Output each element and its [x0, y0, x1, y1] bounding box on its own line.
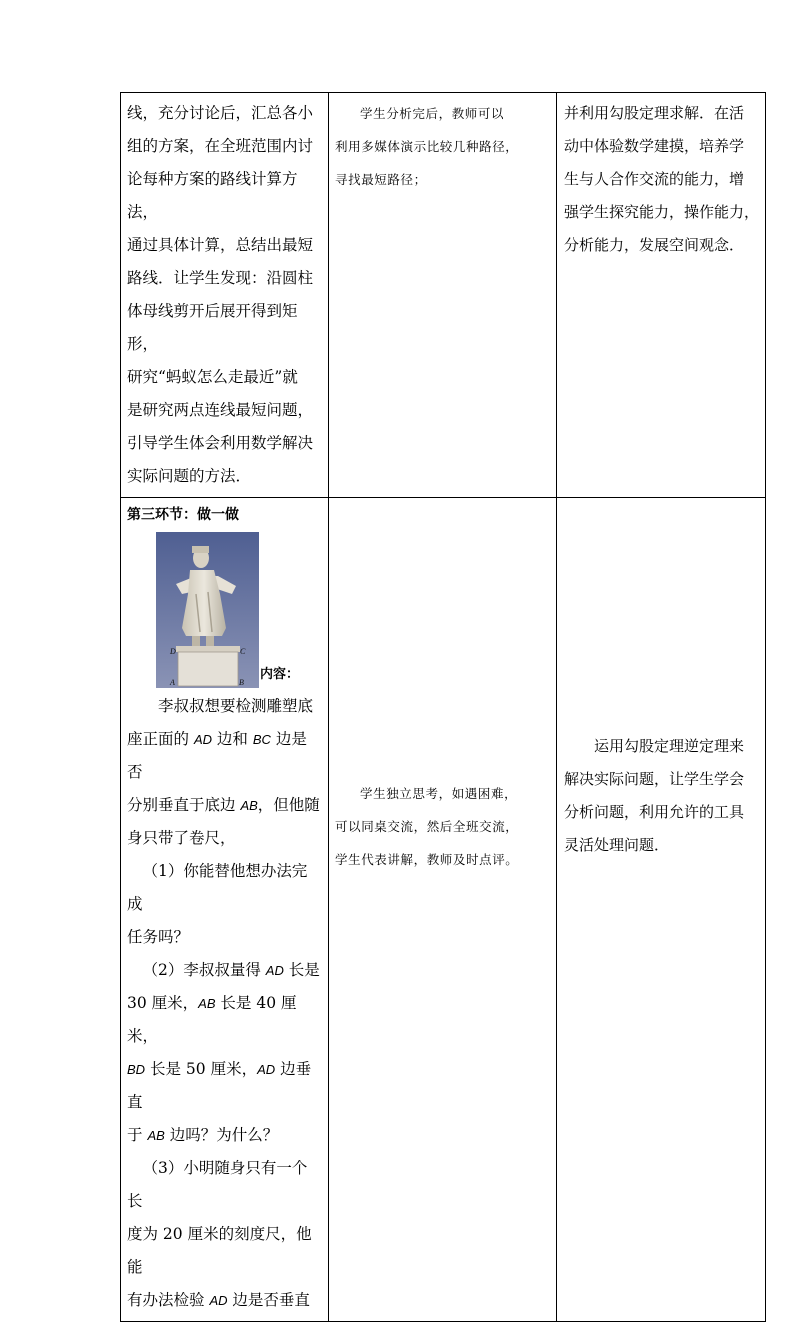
label-a: A: [170, 678, 175, 687]
purpose-cell: [557, 93, 766, 498]
text-line: 度为 20 厘米的刻度尺，他能: [127, 1225, 312, 1276]
activity-cell: [121, 93, 329, 498]
text-line: 解决实际问题，让学生学会: [564, 770, 745, 788]
text-line: [127, 1284, 322, 1317]
label-c: C: [240, 647, 246, 656]
segment-ad: AD: [257, 1062, 276, 1077]
table-row: [121, 498, 766, 1322]
text-line: 任务吗？: [127, 928, 190, 946]
text-line: [127, 987, 322, 1053]
segment-ab: AB: [198, 996, 216, 1011]
text-line: 并利用勾股定理求解．在活: [564, 104, 745, 122]
text-line: 引导学生体会利用数学解决: [127, 434, 314, 452]
text-line: （1）你能替他想办法完成: [127, 862, 308, 913]
activity-cell: [121, 498, 329, 1322]
text-span: 边吗？为什么？: [164, 1126, 279, 1144]
text-line: 分析问题，利用允许的工具: [564, 803, 745, 821]
teacher-student-cell: [329, 93, 557, 498]
content-label: 内容：: [260, 667, 300, 682]
text-span: 边垂直: [127, 1060, 312, 1111]
text-span: 边是否: [127, 730, 307, 781]
text-span: ，但他随: [257, 796, 320, 814]
text-span: 座正面的: [127, 730, 194, 748]
statue-image: [156, 532, 259, 688]
segment-ad: AD: [265, 963, 284, 978]
text-line: 分析能力，发展空间观念．: [564, 236, 745, 254]
table-row: [121, 93, 766, 498]
text-line: 灵活处理问题．: [564, 836, 670, 854]
text-line: 实际问题的方法．: [127, 467, 252, 485]
text-line: [127, 723, 322, 789]
text-line: 可以同桌交流，然后全班交流，: [335, 818, 519, 834]
segment-ab: AB: [240, 798, 258, 813]
purpose-cell: [557, 498, 766, 1322]
text-line: 动中体验数学建摸，培养学: [564, 137, 745, 155]
text-span: 边是否垂直: [227, 1291, 310, 1309]
segment-ad: AD: [193, 732, 212, 747]
text-line: 生与人合作交流的能力，增: [564, 170, 745, 188]
centered-block: [557, 498, 765, 1098]
teacher-student-cell: [329, 498, 557, 1322]
text-span: 于: [127, 1126, 148, 1144]
segment-ad: AD: [209, 1293, 228, 1308]
text-line: 学生代表讲解，教师及时点评。: [335, 851, 519, 867]
text-line: 体母线剪开后展开得到矩形，: [127, 302, 298, 353]
text-line: 学生分析完后，教师可以: [360, 106, 505, 121]
segment-bd: BD: [127, 1062, 146, 1077]
text-line: 李叔叔想要检测雕塑底: [158, 697, 314, 715]
text-span: 长是 40 厘米，: [127, 994, 297, 1045]
text-line: 研究“蚂蚁怎么走最近”就: [127, 368, 298, 386]
text-line: 寻找最短路径；: [335, 172, 427, 187]
text-span: 长是: [283, 961, 320, 979]
text-line: [127, 789, 322, 822]
text-span: 边和: [212, 730, 253, 748]
text-line: 通过具体计算，总结出最短: [127, 236, 314, 254]
text-span: （2）李叔叔量得: [142, 961, 266, 979]
text-line: [127, 1119, 322, 1152]
text-line: [127, 1053, 322, 1119]
text-line: 论每种方案的路线计算方法，: [127, 170, 298, 221]
text-line: 利用多媒体演示比较几种路径，: [335, 139, 519, 154]
segment-ab: AB: [147, 1128, 165, 1143]
segment-bc: BC: [252, 732, 271, 747]
text-line: 身只带了卷尺，: [127, 829, 236, 847]
text-line: [127, 954, 322, 987]
lesson-plan-table: [120, 92, 766, 1322]
section-heading: 第三环节：做一做: [127, 507, 239, 523]
text-line: （3）小明随身只有一个长: [127, 1159, 308, 1210]
centered-block: [329, 498, 556, 1098]
text-line: 组的方案，在全班范围内讨: [127, 137, 314, 155]
text-line: 运用勾股定理逆定理来: [594, 737, 745, 755]
text-line: 学生独立思考，如遇困难，: [360, 785, 518, 801]
text-span: 长是 50 厘米，: [145, 1060, 258, 1078]
label-b: B: [239, 678, 244, 687]
label-d: D: [170, 647, 176, 656]
text-span: 30 厘米，: [127, 994, 199, 1012]
text-span: 分别垂直于底边: [127, 796, 241, 814]
statue-photo: [156, 532, 259, 688]
figure-line: [127, 532, 322, 690]
text-line: 是研究两点连线最短问题，: [127, 401, 314, 419]
text-line: 路线．让学生发现：沿圆柱: [127, 269, 314, 287]
text-line: 强学生探究能力，操作能力，: [564, 203, 760, 221]
text-span: 有办法检验: [127, 1291, 210, 1309]
text-line: 线，充分讨论后，汇总各小: [127, 104, 314, 122]
